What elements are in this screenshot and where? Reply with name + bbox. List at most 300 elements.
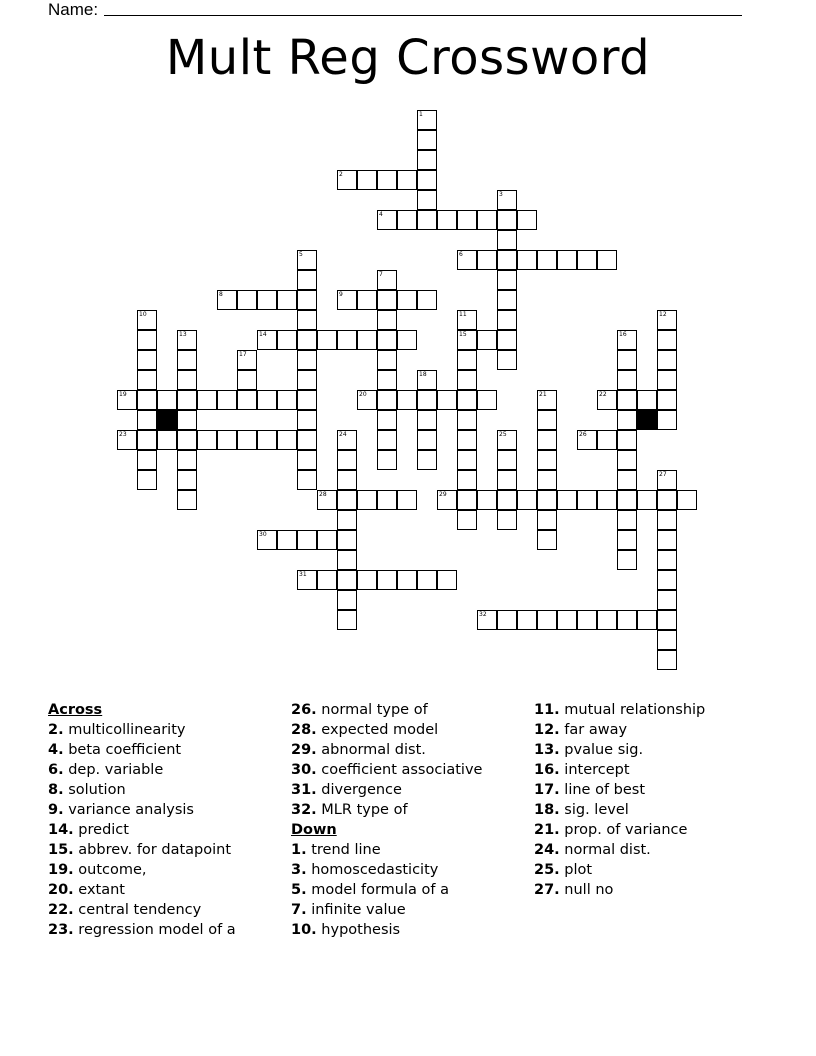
grid-cell[interactable] [617,510,637,530]
grid-cell[interactable] [337,530,357,550]
grid-cell[interactable] [397,390,417,410]
grid-cell[interactable] [137,430,157,450]
grid-cell[interactable] [497,450,517,470]
clue-number: 23. [48,922,74,938]
grid-cell[interactable] [337,490,357,510]
grid-cell[interactable] [237,370,257,390]
grid-cell[interactable] [617,490,637,510]
grid-cell[interactable] [657,630,677,650]
clue-number-label: 4 [379,211,383,218]
grid-cell[interactable] [297,270,317,290]
clue-number: 6. [48,762,64,778]
grid-cell[interactable] [497,330,517,350]
grid-cell[interactable] [297,570,317,590]
clue-item [534,760,705,780]
grid-cell[interactable] [397,490,417,510]
grid-cell[interactable] [597,430,617,450]
grid-cell[interactable] [377,350,397,370]
clue-item [291,780,482,800]
grid-cell[interactable] [477,390,497,410]
grid-cell[interactable] [617,330,637,350]
grid-cell[interactable] [397,170,417,190]
grid-cell[interactable] [297,330,317,350]
grid-cell[interactable] [277,290,297,310]
clue-number-label: 20 [359,391,367,398]
grid-cell[interactable] [377,570,397,590]
clue-item [534,880,705,900]
clue-text: intercept [559,762,630,778]
grid-cell[interactable] [377,450,397,470]
grid-cell[interactable] [617,370,637,390]
grid-cell[interactable] [137,390,157,410]
grid-cell[interactable] [597,250,617,270]
clue-column-3 [534,700,705,900]
grid-cell[interactable] [417,570,437,590]
grid-cell[interactable] [477,490,497,510]
grid-cell[interactable] [317,330,337,350]
grid-cell[interactable] [597,490,617,510]
clue-text: far away [559,722,628,738]
grid-cell[interactable] [317,530,337,550]
clue-item [48,760,236,780]
grid-cell[interactable] [557,490,577,510]
grid-block [157,410,177,430]
grid-cell[interactable] [537,450,557,470]
clue-text: beta coefficient [63,742,182,758]
clue-text: pvalue sig. [559,742,644,758]
grid-cell[interactable] [617,410,637,430]
grid-cell[interactable] [537,470,557,490]
grid-cell[interactable] [177,470,197,490]
clue-number-label: 27 [659,471,667,478]
grid-cell[interactable] [137,310,157,330]
clue-text: predict [73,822,129,838]
grid-cell[interactable] [477,210,497,230]
clue-item [534,860,705,880]
grid-cell[interactable] [377,490,397,510]
grid-cell[interactable] [597,610,617,630]
grid-cell[interactable] [177,430,197,450]
grid-cell[interactable] [377,310,397,330]
grid-cell[interactable] [257,530,277,550]
grid-cell[interactable] [337,470,357,490]
grid-cell[interactable] [417,430,437,450]
grid-cell[interactable] [297,250,317,270]
clue-item [48,920,236,940]
clue-number-label: 21 [539,391,547,398]
grid-cell[interactable] [597,390,617,410]
clue-number: 4. [48,742,64,758]
clue-number: 14. [48,822,74,838]
grid-cell[interactable] [657,370,677,390]
grid-cell[interactable] [297,350,317,370]
name-label: Name: [48,0,99,19]
grid-cell[interactable] [417,190,437,210]
grid-cell[interactable] [457,350,477,370]
grid-cell[interactable] [297,310,317,330]
grid-cell[interactable] [537,610,557,630]
grid-cell[interactable] [657,570,677,590]
grid-cell[interactable] [137,330,157,350]
clue-number: 7. [291,902,307,918]
clue-number-label: 24 [339,431,347,438]
grid-cell[interactable] [617,390,637,410]
grid-cell[interactable] [417,450,437,470]
grid-cell[interactable] [657,350,677,370]
clue-number-label: 26 [579,431,587,438]
grid-cell[interactable] [297,430,317,450]
grid-cell[interactable] [437,490,457,510]
grid-cell[interactable] [257,290,277,310]
grid-cell[interactable] [337,170,357,190]
clue-text: outcome, [73,862,147,878]
grid-cell[interactable] [397,210,417,230]
clue-number: 26. [291,702,317,718]
grid-cell[interactable] [297,530,317,550]
grid-cell[interactable] [657,410,677,430]
grid-cell[interactable] [677,490,697,510]
grid-cell[interactable] [377,290,397,310]
clue-number-label: 13 [179,331,187,338]
grid-cell[interactable] [377,330,397,350]
grid-cell[interactable] [237,350,257,370]
clue-number: 3. [291,862,307,878]
grid-cell[interactable] [417,410,437,430]
grid-cell[interactable] [377,210,397,230]
grid-cell[interactable] [577,430,597,450]
clue-number-label: 31 [299,571,307,578]
grid-cell[interactable] [437,210,457,230]
clue-number-label: 15 [459,331,467,338]
grid-cell[interactable] [277,530,297,550]
grid-cell[interactable] [657,650,677,670]
grid-cell[interactable] [297,290,317,310]
grid-cell[interactable] [517,250,537,270]
grid-cell[interactable] [657,310,677,330]
clue-number-label: 32 [479,611,487,618]
grid-cell[interactable] [477,330,497,350]
clue-number: 1. [291,842,307,858]
clue-number: 13. [534,742,560,758]
grid-cell[interactable] [377,390,397,410]
grid-cell[interactable] [537,410,557,430]
grid-cell[interactable] [517,210,537,230]
grid-cell[interactable] [497,250,517,270]
clue-number: 17. [534,782,560,798]
grid-cell[interactable] [177,490,197,510]
grid-cell[interactable] [457,430,477,450]
grid-cell[interactable] [657,490,677,510]
grid-cell[interactable] [457,410,477,430]
grid-cell[interactable] [537,430,557,450]
grid-cell[interactable] [437,570,457,590]
grid-cell[interactable] [337,550,357,570]
grid-cell[interactable] [337,590,357,610]
clue-text: central tendency [73,902,202,918]
grid-cell[interactable] [357,290,377,310]
grid-cell[interactable] [377,170,397,190]
clue-number: 15. [48,842,74,858]
grid-cell[interactable] [357,570,377,590]
clue-text: abnormal dist. [316,742,426,758]
clue-number: 25. [534,862,560,878]
clue-item [48,840,236,860]
clue-text: expected model [316,722,439,738]
clue-item [291,880,482,900]
grid-cell[interactable] [537,530,557,550]
clue-item [291,900,482,920]
grid-cell[interactable] [617,550,637,570]
grid-cell[interactable] [497,510,517,530]
grid-cell[interactable] [277,430,297,450]
grid-cell[interactable] [297,410,317,430]
clue-number-label: 5 [299,251,303,258]
grid-cell[interactable] [537,490,557,510]
grid-cell[interactable] [497,350,517,370]
clue-text: MLR type of [316,802,408,818]
grid-cell[interactable] [577,250,597,270]
grid-cell[interactable] [157,430,177,450]
clue-text: sig. level [559,802,629,818]
across-heading: Across [48,702,103,718]
grid-cell[interactable] [617,350,637,370]
clue-text: homoscedasticity [306,862,439,878]
grid-cell[interactable] [497,310,517,330]
grid-cell[interactable] [457,390,477,410]
grid-cell[interactable] [657,610,677,630]
clue-text: line of best [559,782,646,798]
grid-cell[interactable] [277,390,297,410]
grid-cell[interactable] [457,210,477,230]
down-heading: Down [291,822,337,838]
grid-cell[interactable] [257,430,277,450]
grid-cell[interactable] [297,370,317,390]
grid-cell[interactable] [617,470,637,490]
clue-item [534,840,705,860]
grid-cell[interactable] [417,150,437,170]
grid-cell[interactable] [277,330,297,350]
clue-number: 12. [534,722,560,738]
clue-number-label: 19 [119,391,127,398]
clue-item [291,920,482,940]
grid-cell[interactable] [537,510,557,530]
grid-cell[interactable] [137,370,157,390]
clue-item [291,700,482,720]
grid-cell[interactable] [117,390,137,410]
grid-cell[interactable] [337,570,357,590]
clue-number: 5. [291,882,307,898]
grid-cell[interactable] [317,490,337,510]
grid-cell[interactable] [417,110,437,130]
clue-number-label: 8 [219,291,223,298]
grid-cell[interactable] [617,430,637,450]
grid-cell[interactable] [417,290,437,310]
grid-cell[interactable] [297,450,317,470]
grid-cell[interactable] [497,190,517,210]
grid-cell[interactable] [617,610,637,630]
clue-item [48,860,236,880]
grid-cell[interactable] [457,510,477,530]
grid-cell[interactable] [417,390,437,410]
clue-number-label: 9 [339,291,343,298]
clue-number-label: 12 [659,311,667,318]
grid-cell[interactable] [237,430,257,450]
grid-cell[interactable] [137,470,157,490]
grid-cell[interactable] [377,410,397,430]
grid-cell[interactable] [637,390,657,410]
clue-number-label: 7 [379,271,383,278]
grid-cell[interactable] [497,470,517,490]
grid-cell[interactable] [557,610,577,630]
grid-cell[interactable] [197,390,217,410]
grid-cell[interactable] [137,450,157,470]
grid-cell[interactable] [657,530,677,550]
grid-cell[interactable] [477,250,497,270]
grid-cell[interactable] [217,290,237,310]
grid-cell[interactable] [397,330,417,350]
grid-cell[interactable] [397,570,417,590]
clue-text: prop. of variance [559,822,688,838]
grid-cell[interactable] [237,290,257,310]
grid-cell[interactable] [157,390,177,410]
clue-text: dep. variable [63,762,164,778]
grid-cell[interactable] [177,390,197,410]
grid-cell[interactable] [537,250,557,270]
grid-cell[interactable] [577,610,597,630]
grid-cell[interactable] [557,250,577,270]
grid-cell[interactable] [317,570,337,590]
grid-cell[interactable] [337,430,357,450]
grid-cell[interactable] [257,330,277,350]
clue-number: 27. [534,882,560,898]
clue-number-label: 16 [619,331,627,338]
clue-item [291,720,482,740]
clue-number: 30. [291,762,317,778]
clue-text: model formula of a [306,882,449,898]
grid-cell[interactable] [657,390,677,410]
clue-item [48,880,236,900]
grid-cell[interactable] [337,510,357,530]
grid-cell[interactable] [497,490,517,510]
grid-cell[interactable] [217,430,237,450]
grid-cell[interactable] [417,130,437,150]
clue-number: 8. [48,782,64,798]
grid-cell[interactable] [577,490,597,510]
clue-number-label: 17 [239,351,247,358]
clue-number: 21. [534,822,560,838]
grid-cell[interactable] [517,490,537,510]
grid-cell[interactable] [177,450,197,470]
clue-number: 29. [291,742,317,758]
grid-cell[interactable] [417,370,437,390]
grid-cell[interactable] [657,470,677,490]
grid-cell[interactable] [497,430,517,450]
grid-cell[interactable] [237,390,257,410]
grid-cell[interactable] [637,610,657,630]
grid-cell[interactable] [497,270,517,290]
clue-number: 19. [48,862,74,878]
grid-cell[interactable] [377,370,397,390]
clue-text: plot [559,862,593,878]
grid-cell[interactable] [337,290,357,310]
grid-cell[interactable] [457,490,477,510]
grid-cell[interactable] [357,490,377,510]
clue-text: normal dist. [559,842,651,858]
clue-number-label: 11 [459,311,467,318]
grid-cell[interactable] [497,290,517,310]
grid-cell[interactable] [417,170,437,190]
grid-cell[interactable] [337,610,357,630]
grid-cell[interactable] [457,310,477,330]
grid-cell[interactable] [657,590,677,610]
grid-cell[interactable] [137,350,157,370]
clue-text: hypothesis [316,922,401,938]
grid-cell[interactable] [337,330,357,350]
clue-number-label: 29 [439,491,447,498]
clue-number-label: 25 [499,431,507,438]
clue-number: 32. [291,802,317,818]
grid-cell[interactable] [357,170,377,190]
grid-cell[interactable] [457,370,477,390]
grid-cell[interactable] [297,390,317,410]
grid-cell[interactable] [457,450,477,470]
grid-cell[interactable] [497,230,517,250]
grid-cell[interactable] [657,550,677,570]
grid-cell[interactable] [377,430,397,450]
grid-cell[interactable] [457,470,477,490]
grid-cell[interactable] [217,390,237,410]
clue-number-label: 2 [339,171,343,178]
grid-cell[interactable] [357,390,377,410]
grid-cell[interactable] [637,490,657,510]
grid-cell[interactable] [377,270,397,290]
grid-cell[interactable] [177,370,197,390]
grid-cell[interactable] [437,390,457,410]
grid-cell[interactable] [657,330,677,350]
clue-item [291,860,482,880]
grid-cell[interactable] [257,390,277,410]
grid-cell[interactable] [337,450,357,470]
clue-text: regression model of a [73,922,236,938]
grid-cell[interactable] [177,410,197,430]
clue-text: divergence [316,782,402,798]
grid-cell[interactable] [297,470,317,490]
clue-item [48,800,236,820]
grid-cell[interactable] [497,210,517,230]
grid-cell[interactable] [197,430,217,450]
grid-cell[interactable] [357,330,377,350]
clue-item [291,740,482,760]
grid-cell[interactable] [457,330,477,350]
clue-item [291,760,482,780]
grid-cell[interactable] [457,250,477,270]
grid-cell[interactable] [617,450,637,470]
grid-cell[interactable] [117,430,137,450]
grid-cell[interactable] [417,210,437,230]
grid-cell[interactable] [177,350,197,370]
grid-cell[interactable] [657,510,677,530]
grid-cell[interactable] [517,610,537,630]
clue-text: coefficient associative [316,762,483,778]
clue-number: 16. [534,762,560,778]
grid-cell[interactable] [397,290,417,310]
grid-cell[interactable] [537,390,557,410]
grid-cell[interactable] [177,330,197,350]
grid-cell[interactable] [497,610,517,630]
grid-cell[interactable] [137,410,157,430]
grid-cell[interactable] [477,610,497,630]
grid-cell[interactable] [617,530,637,550]
